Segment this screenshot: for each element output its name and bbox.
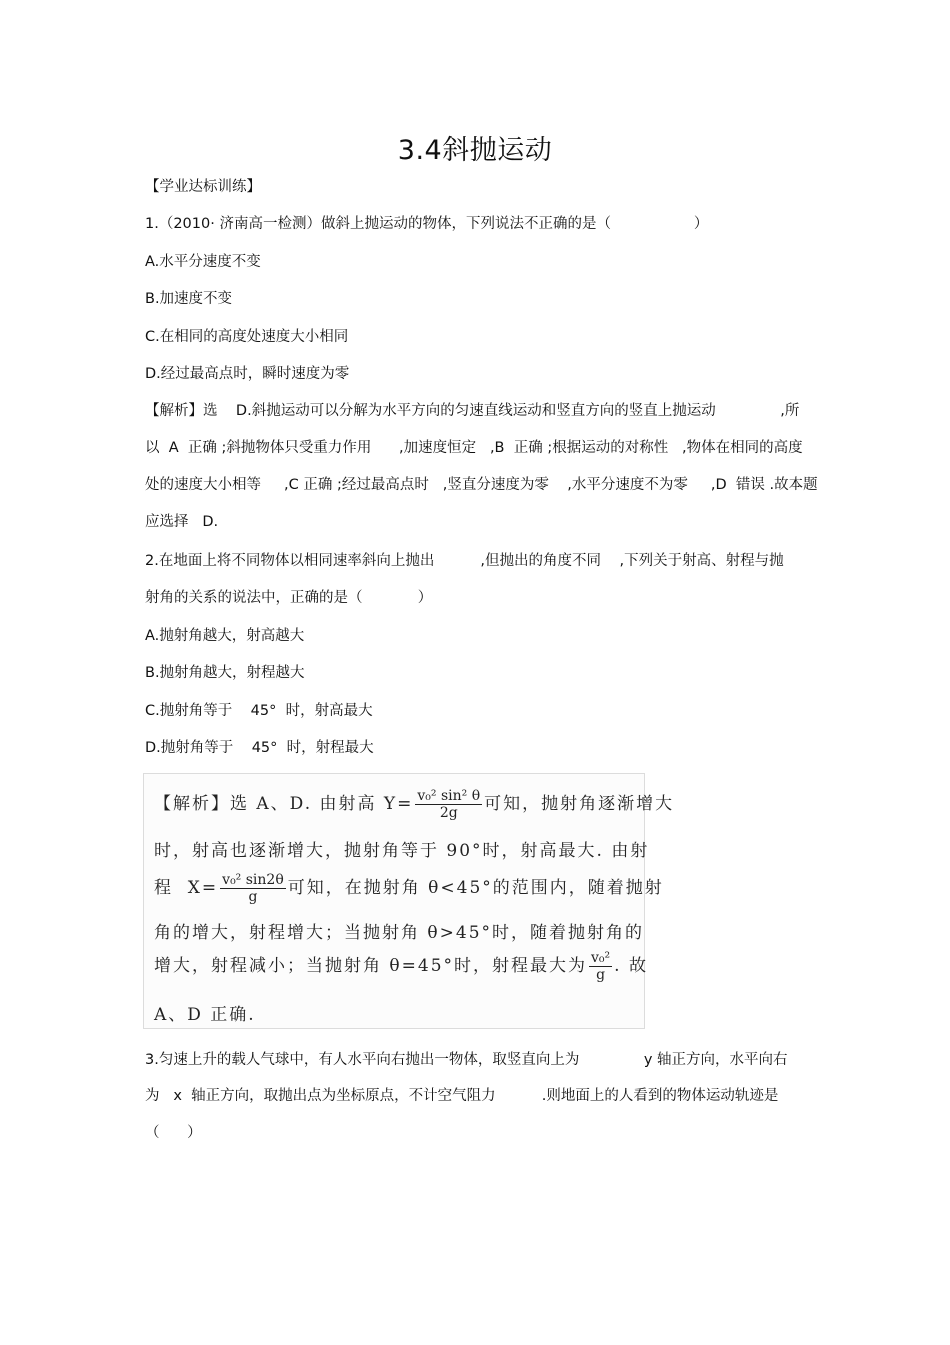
question-1-analysis-line: 处的速度大小相等 ,C 正确 ;经过最高点时 ,竖直分速度为零 ,水平分速度不为零 ,D 错误 .故本题 <box>145 477 818 493</box>
question-1-analysis-line: 【解析】选 D.斜抛运动可以分解为水平方向的匀速直线运动和竖直方向的竖直上抛运动 ,所 <box>145 403 800 419</box>
question-1-option-c: C.在相同的高度处速度大小相同 <box>145 329 349 345</box>
question-2-option-c: C.抛射角等于 45° 时，射高最大 <box>145 703 373 719</box>
scan-line: 时，射高也逐渐增大，抛射角等于 90°时，射高最大. 由射 <box>154 841 650 861</box>
fraction: $\frac{\text{v₀²}}{g}$ <box>591 950 611 983</box>
scanned-analysis-box <box>143 773 675 1029</box>
fraction: $\frac{\text{v₀² sin² θ}}{2g}$ <box>417 788 481 821</box>
question-3-stem-line: （ ） <box>145 1125 202 1141</box>
scan-line: 程 X= $\frac{\text{v₀² sin2θ}}{g}$ 可知，在抛射角 θ<45°的范围内，随着抛射 <box>154 872 664 905</box>
question-2-option-a: A.抛射角越大，射高越大 <box>145 628 305 644</box>
question-1-analysis-line: 以 A 正确 ;斜抛物体只受重力作用 ,加速度恒定 ,B 正确 ;根据运动的对称性 ,物体在相同的高度 <box>145 440 803 456</box>
question-3-stem-line: 为 x 轴正方向，取抛出点为坐标原点，不计空气阻力 .则地面上的人看到的物体运动轨迹是 <box>145 1088 779 1104</box>
section-heading: 【学业达标训练】 <box>145 179 261 195</box>
scan-line: 【解析】选 A、D. 由射高 Y= $\frac{\text{v₀² sin² θ}}{2g}$ 可知，抛射角逐渐增大 <box>154 788 675 821</box>
question-1-option-b: B.加速度不变 <box>145 291 233 307</box>
question-2-stem-line: 射角的关系的说法中，正确的是（ ） <box>145 590 433 606</box>
scan-line: 角的增大，射程增大；当抛射角 θ>45°时，随着抛射角的 <box>154 923 645 943</box>
question-2-stem-line: 2.在地面上将不同物体以相同速率斜向上抛出 ,但抛出的角度不同 ,下列关于射高、射程与抛 <box>145 553 784 569</box>
scan-line: A、D 正确. <box>154 1005 256 1025</box>
fraction: $\frac{\text{v₀² sin2θ}}{g}$ <box>222 872 284 905</box>
question-2-option-d: D.抛射角等于 45° 时，射程最大 <box>145 740 374 756</box>
question-1-analysis-line: 应选择 D. <box>145 514 219 530</box>
question-1-stem: 1.（2010· 济南高一检测）做斜上抛运动的物体，下列说法不正确的是（ ） <box>145 216 709 232</box>
question-3-stem-line: 3.匀速上升的载人气球中，有人水平向右抛出一物体，取竖直向上为 y 轴正方向，水平向右 <box>145 1052 788 1068</box>
scan-line: 增大，射程减小；当抛射角 θ=45°时，射程最大为 $\frac{\text{v₀²}}{g}$ . 故 <box>154 950 648 983</box>
question-2-option-b: B.抛射角越大，射程越大 <box>145 665 305 681</box>
question-1-option-d: D.经过最高点时，瞬时速度为零 <box>145 366 350 382</box>
question-1-option-a: A.水平分速度不变 <box>145 254 261 270</box>
page-title: 3.4斜抛运动 <box>397 135 553 166</box>
